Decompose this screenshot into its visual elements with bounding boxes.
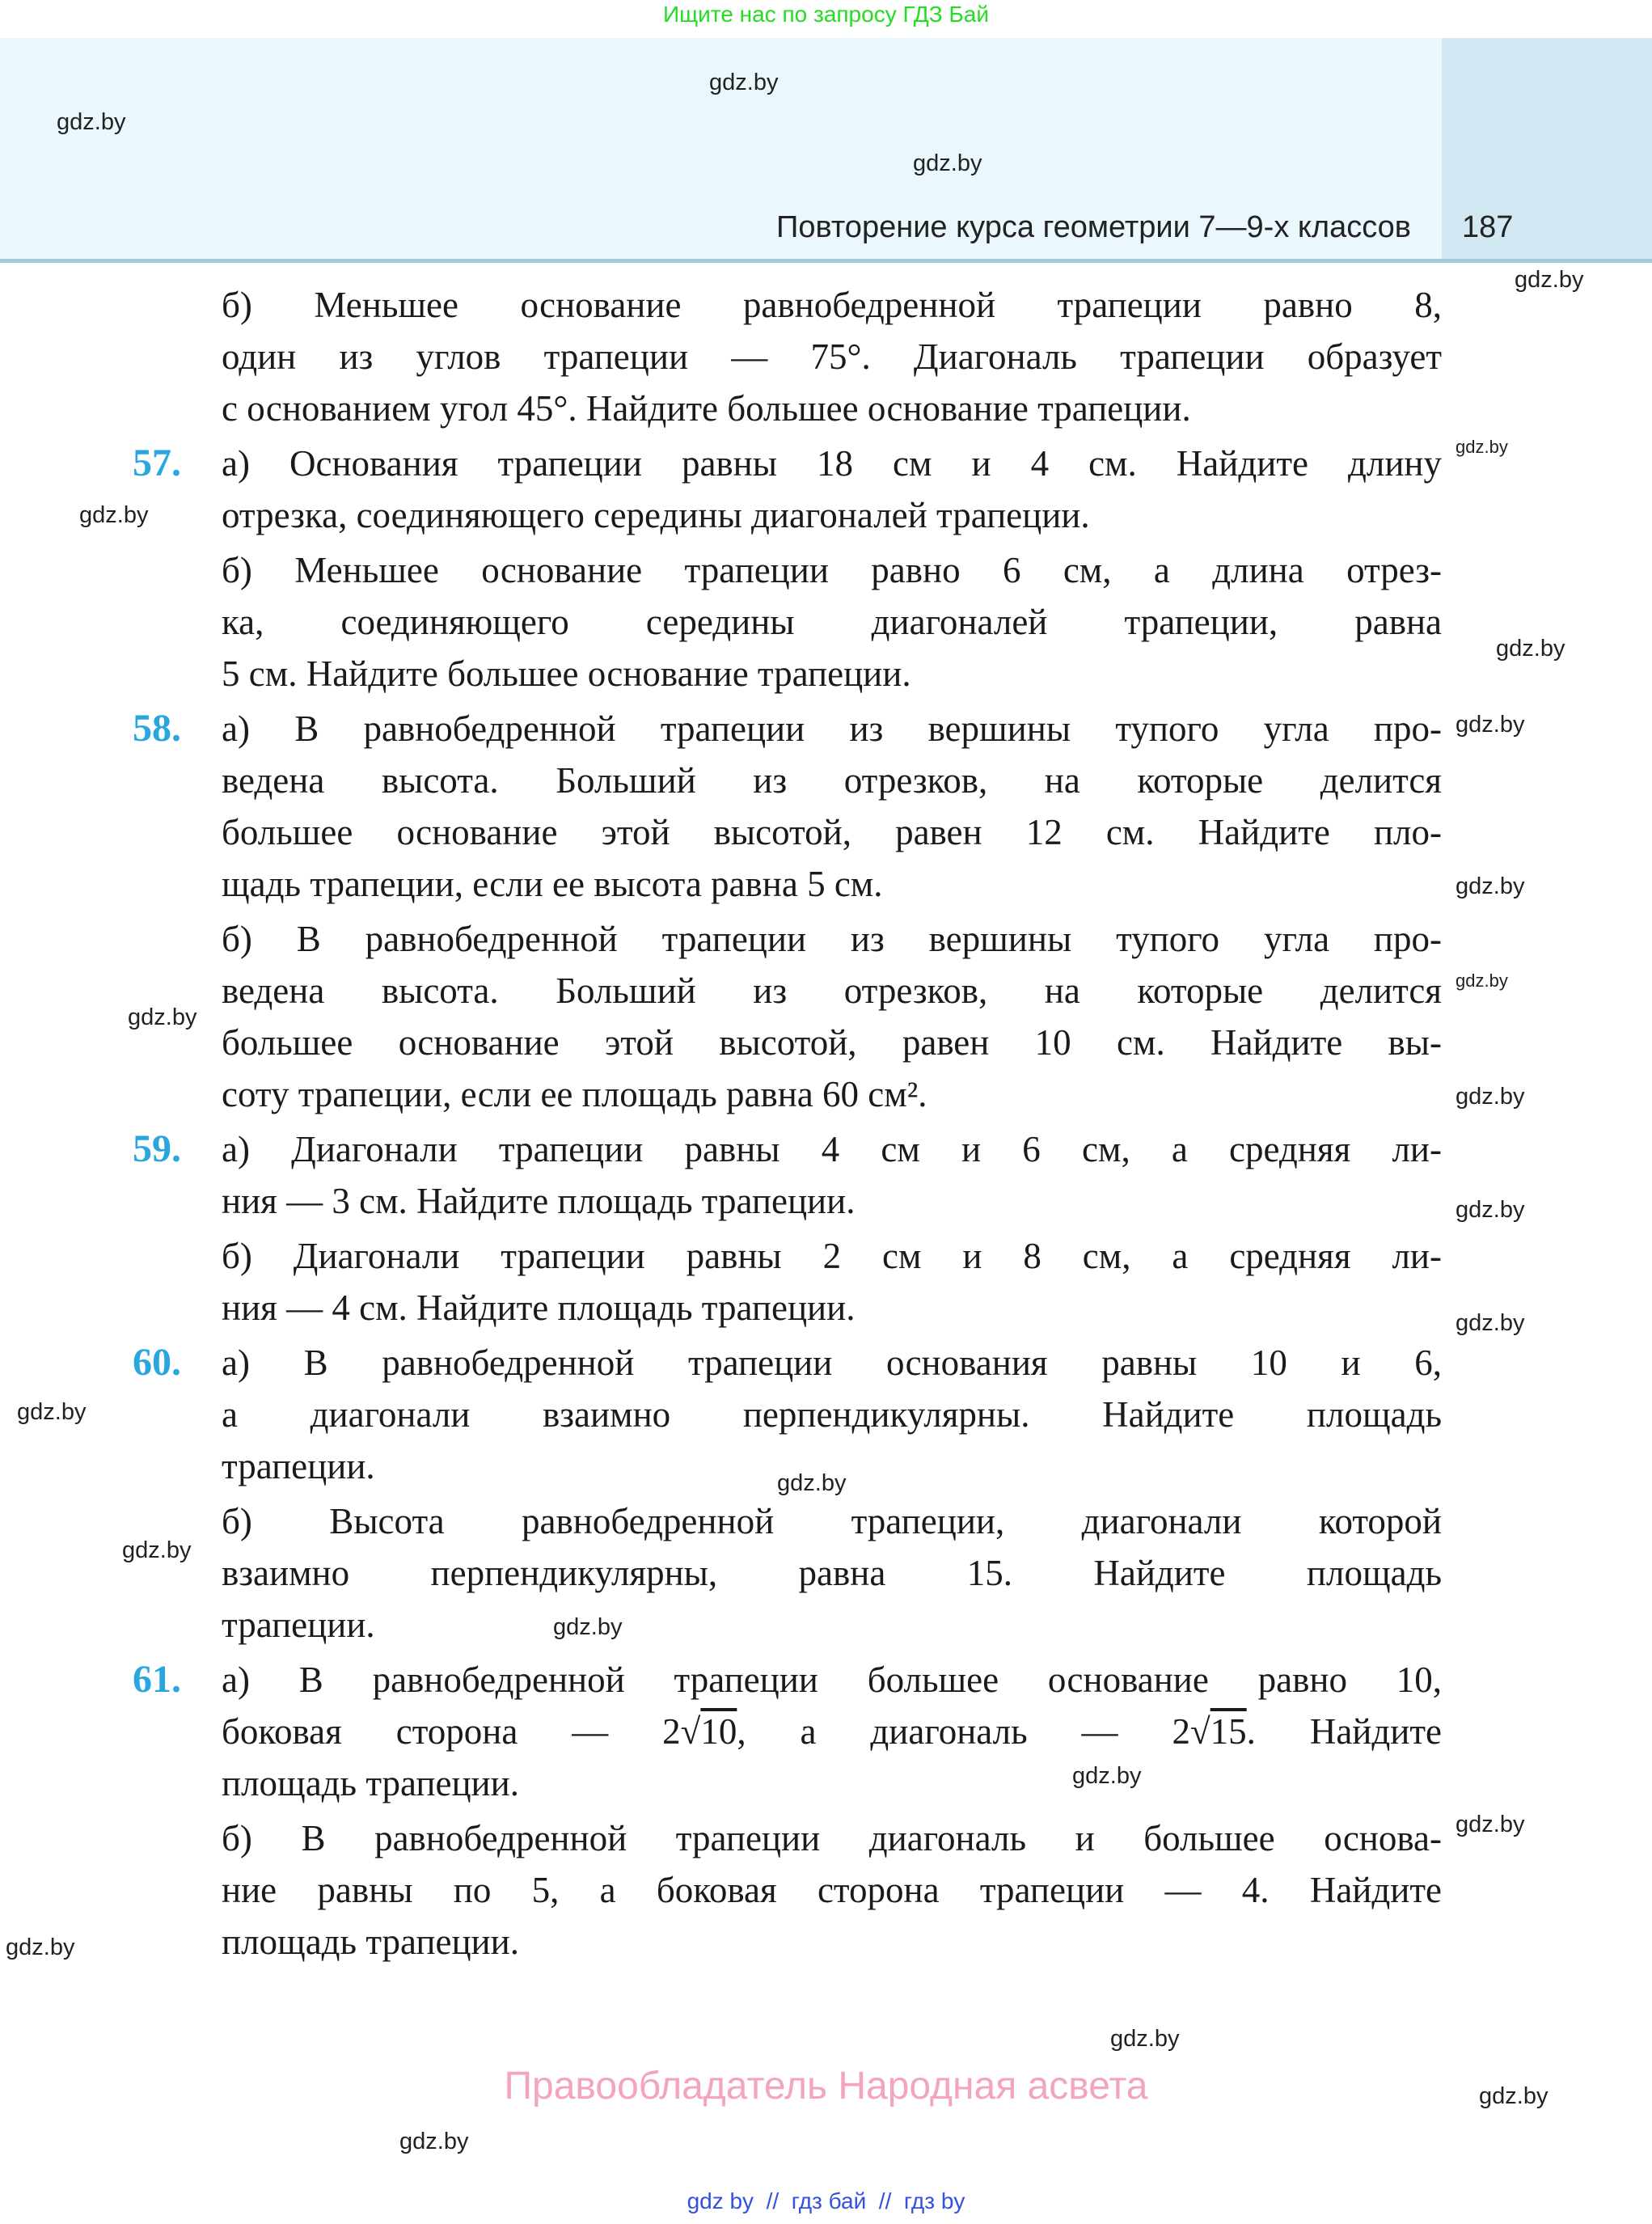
problem-text-line: б) Меньшее основание равнобедренной трапеции равно 8, [222,285,1442,325]
problem-text-line: б) Диагонали трапеции равны 2 см и 8 см, а средняя ли- [222,1236,1442,1276]
problem-text-line: большее основание этой высотой, равен 12 см. Найдите пло- [222,812,1442,852]
problem-text-line: ния — 4 см. Найдите площадь трапеции. [222,1287,856,1328]
watermark: gdz.by [122,1537,192,1563]
header-divider [0,259,1652,263]
watermark: gdz.by [1456,437,1508,457]
problem-text-line: б) В равнобедренной трапеции диагональ и большее основа- [222,1818,1442,1858]
watermark: gdz.by [1479,2083,1548,2109]
problem-text-line: ние равны по 5, а боковая сторона трапеции — 4. Найдите [222,1870,1442,1910]
problem-number: 57. [133,442,181,484]
watermark: gdz.by [79,502,149,528]
problem-paragraph [222,1495,1442,1651]
problem-number: 58. [133,707,181,750]
watermark: gdz.by [553,1614,623,1640]
problem-text-line: б) Высота равнобедренной трапеции, диагонали которой [222,1501,1442,1541]
problem-text-line: б) В равнобедренной трапеции из вершины тупого угла про- [222,919,1442,959]
problem-text-line: отрезка, соединяющего середины диагоналей трапеции. [222,495,1090,535]
problem-text-line: с основанием угол 45°. Найдите большее основание трапеции. [222,388,1191,429]
problem-text-line: ведена высота. Больший из отрезков, на которые делится [222,760,1442,801]
problem-text-line: трапеции. [222,1605,375,1645]
watermark: gdz.by [6,1934,75,1960]
problem-text-line: соту трапеции, если ее площадь равна 60 см². [222,1074,927,1114]
problem-paragraph [133,1654,1443,1809]
problem-text-line: ведена высота. Больший из отрезков, на которые делится [222,970,1442,1011]
watermark: gdz.by [17,1399,87,1425]
watermark: gdz.by [709,70,779,95]
problem-text-line: а) В равнобедренной трапеции из вершины тупого угла про- [222,708,1442,749]
problem-paragraph [133,438,1442,541]
watermark: gdz.by [1110,2026,1180,2052]
watermark: gdz.by [1456,873,1525,899]
problem-paragraph [222,279,1442,434]
chapter-title: Повторение курса геометрии 7—9-х классов [776,210,1411,244]
watermark: gdz.by [1456,1310,1525,1336]
problem-text-line: а) В равнобедренной трапеции большее основание равно 10, [222,1660,1442,1700]
search-hint-banner: Ищите нас по запросу ГДЗ Бай [662,2,990,27]
problem-text-line: щадь трапеции, если ее высота равна 5 см. [222,864,883,904]
problem-text-line: а) В равнобедренной трапеции основания равны 10 и 6, [222,1342,1442,1383]
watermark: gdz.by [1456,1197,1525,1223]
page-number: 187 [1462,210,1514,244]
footer-links[interactable]: gdz by // гдз бай // гдз by [687,2188,965,2213]
problem-paragraph [133,1123,1442,1227]
watermark: gdz.by [1456,970,1508,991]
problem-number: 60. [133,1341,181,1384]
watermark: gdz.by [1072,1763,1142,1789]
watermark: gdz.by [399,2129,469,2154]
problem-paragraph [222,913,1442,1120]
problem-text-line: ния — 3 см. Найдите площадь трапеции. [222,1181,856,1221]
watermark: gdz.by [913,150,982,176]
problem-text-line: взаимно перпендикулярны, равна 15. Найдите площадь [222,1553,1442,1593]
problem-text-line: площадь трапеции. [222,1922,519,1962]
problem-text-line: а) Диагонали трапеции равны 4 см и 6 см, а средняя ли- [222,1129,1442,1169]
problem-number: 59. [133,1127,181,1170]
watermark: gdz.by [777,1470,847,1496]
problem-paragraph [222,544,1442,700]
watermark: gdz.by [1496,636,1565,662]
problem-text-line: один из углов трапеции — 75°. Диагональ трапеции образует [222,336,1442,377]
problem-text-line: б) Меньшее основание трапеции равно 6 см, а длина отрез- [222,550,1442,590]
problem-text-line: трапеции. [222,1446,375,1486]
problem-paragraph [133,1337,1442,1492]
problem-text-line: боковая сторона — 2√10, а диагональ — 2√15. Найдите [222,1711,1443,1752]
problem-text-line: а диагонали взаимно перпендикулярны. Найдите площадь [222,1394,1442,1435]
problem-paragraph [133,703,1442,910]
problem-paragraph [222,1812,1442,1968]
problem-text-line: ка, соединяющего середины диагоналей трапеции, равна [222,602,1442,642]
watermark: gdz.by [128,1004,197,1030]
copyright-owner: Правообладатель Народная асвета [504,2065,1148,2108]
watermark: gdz.by [1456,1812,1525,1837]
problem-number: 61. [133,1658,181,1701]
problem-text-line: площадь трапеции. [222,1763,519,1803]
watermark: gdz.by [1456,712,1525,738]
problem-text-line: а) Основания трапеции равны 18 см и 4 см. Найдите длину [222,443,1442,484]
watermark: gdz.by [57,109,126,135]
problem-text-line: 5 см. Найдите большее основание трапеции. [222,653,911,694]
watermark: gdz.by [1515,267,1584,293]
problem-paragraph [222,1230,1442,1334]
problem-text-line: большее основание этой высотой, равен 10 см. Найдите вы- [222,1022,1442,1063]
watermark: gdz.by [1456,1084,1525,1110]
